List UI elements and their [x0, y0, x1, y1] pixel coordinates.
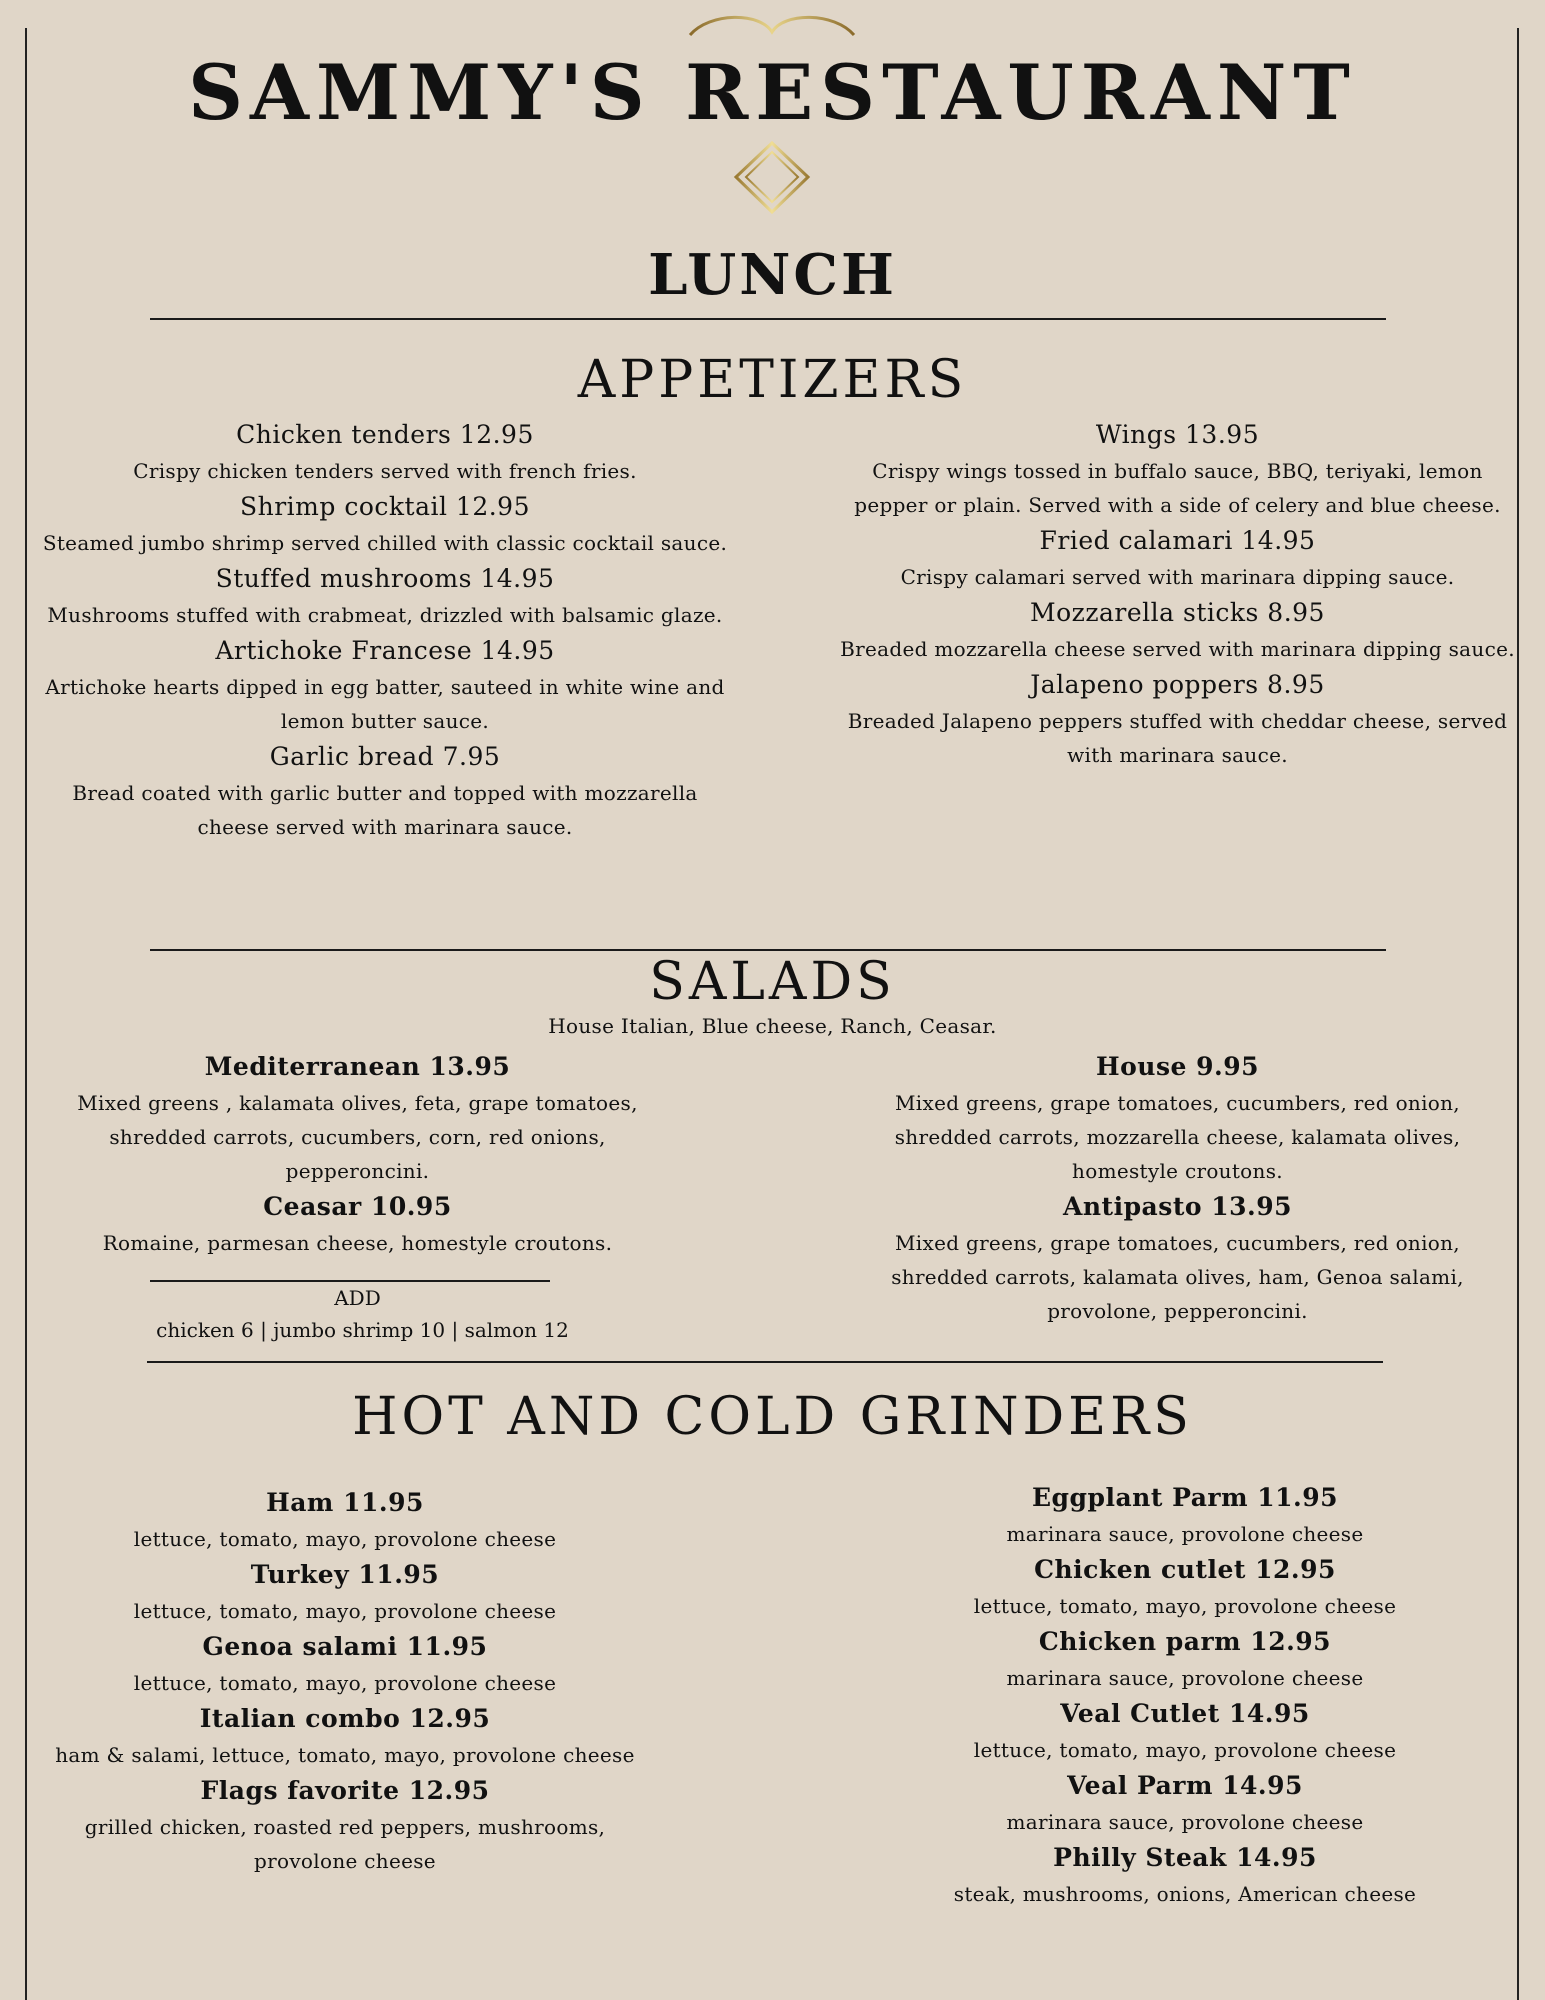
menu-item — [840, 416, 1515, 522]
menu-item — [900, 1551, 1470, 1623]
item-description: Mushrooms stuffed with crabmeat, drizzled with balsamic glaze. — [47, 603, 723, 627]
item-name: Italian combo 12.95 — [199, 1704, 491, 1733]
item-name: Veal Cutlet 14.95 — [1060, 1699, 1310, 1728]
item-description: Breaded Jalapeno peppers stuffed with cheddar cheese, served with marinara sauce. — [847, 709, 1508, 767]
menu-item — [860, 1188, 1495, 1328]
salads-heading: SALADS — [649, 952, 896, 1012]
item-description: ham & salami, lettuce, tomato, mayo, provolone cheese — [55, 1743, 635, 1767]
grinders-left-column — [40, 1484, 650, 1878]
menu-item — [860, 1048, 1495, 1188]
item-name: Turkey 11.95 — [250, 1560, 440, 1589]
menu-item — [40, 632, 730, 738]
item-description: marinara sauce, provolone cheese — [1006, 1810, 1364, 1834]
item-name: Chicken parm 12.95 — [1038, 1627, 1332, 1656]
menu-item — [40, 1188, 675, 1260]
divider-rule — [150, 949, 1386, 951]
menu-item — [900, 1767, 1470, 1839]
grinders-heading: HOT AND COLD GRINDERS — [352, 1387, 1193, 1447]
item-description: lettuce, tomato, mayo, provolone cheese — [133, 1527, 557, 1551]
item-description: Romaine, parmesan cheese, homestyle croutons. — [102, 1231, 613, 1255]
item-description: Bread coated with garlic butter and topped with mozzarella cheese served with marinara sauce. — [72, 781, 698, 839]
item-name: Mozzarella sticks 8.95 — [1030, 598, 1325, 627]
menu-item — [900, 1479, 1470, 1551]
menu-item — [900, 1695, 1470, 1767]
add-label: ADD — [334, 1286, 381, 1310]
item-name: Garlic bread 7.95 — [269, 742, 501, 771]
item-description: Crispy chicken tenders served with french fries. — [133, 459, 637, 483]
item-name: Chicken tenders 12.95 — [236, 420, 534, 449]
item-description: Breaded mozzarella cheese served with marinara dipping sauce. — [840, 637, 1515, 661]
item-description: marinara sauce, provolone cheese — [1006, 1522, 1364, 1546]
item-name: Jalapeno poppers 8.95 — [1030, 670, 1325, 699]
item-name: House 9.95 — [1095, 1052, 1260, 1081]
top-gold-ornament — [0, 10, 1545, 50]
menu-item — [40, 1484, 650, 1556]
grinders-right-column — [900, 1479, 1470, 1911]
menu-item — [840, 522, 1515, 594]
item-description: lettuce, tomato, mayo, provolone cheese — [133, 1671, 557, 1695]
menu-item — [40, 416, 730, 488]
item-name: Ceasar 10.95 — [263, 1192, 452, 1221]
restaurant-title: SAMMY'S RESTAURANT — [188, 48, 1357, 137]
item-name: Fried calamari 14.95 — [1039, 526, 1316, 555]
item-name: Eggplant Parm 11.95 — [1031, 1483, 1339, 1512]
menu-item — [40, 488, 730, 560]
item-name: Mediterranean 13.95 — [204, 1052, 511, 1081]
menu-item — [900, 1839, 1470, 1911]
item-description: lettuce, tomato, mayo, provolone cheese — [973, 1738, 1397, 1762]
item-description: Crispy calamari served with marinara dipping sauce. — [900, 565, 1455, 589]
item-name: Artichoke Francese 14.95 — [215, 636, 555, 665]
menu-item — [40, 1700, 650, 1772]
item-description: Mixed greens, grape tomatoes, cucumbers, red onion, shredded carrots, kalamata olives, ham, Genoa salami, provolone, pepperoncini. — [891, 1231, 1464, 1323]
item-description: grilled chicken, roasted red peppers, mushrooms, provolone cheese — [84, 1815, 606, 1873]
item-name: Ham 11.95 — [266, 1488, 424, 1517]
menu-item — [40, 1628, 650, 1700]
appetizers-heading: APPETIZERS — [577, 350, 968, 410]
item-description: Mixed greens , kalamata olives, feta, grape tomatoes, shredded carrots, cucumbers, corn, red onions, pepperoncini. — [77, 1091, 638, 1183]
salad-dressings: House Italian, Blue cheese, Ranch, Ceasar. — [548, 1014, 997, 1038]
item-name: Wings 13.95 — [1095, 420, 1260, 449]
menu-item — [40, 560, 730, 632]
item-name: Shrimp cocktail 12.95 — [240, 492, 530, 521]
item-name: Antipasto 13.95 — [1062, 1192, 1293, 1221]
item-name: Stuffed mushrooms 14.95 — [215, 564, 555, 593]
item-description: Artichoke hearts dipped in egg batter, sauteed in white wine and lemon butter sauce. — [45, 675, 725, 733]
appetizers-left-column — [40, 416, 730, 844]
item-description: lettuce, tomato, mayo, provolone cheese — [133, 1599, 557, 1623]
meal-heading: LUNCH — [648, 242, 897, 308]
salads-left-column — [40, 1048, 675, 1260]
add-options: chicken 6 | jumbo shrimp 10 | salmon 12 — [156, 1318, 569, 1342]
menu-item — [900, 1623, 1470, 1695]
item-name: Veal Parm 14.95 — [1067, 1771, 1303, 1800]
menu-item — [40, 1772, 650, 1878]
diamond-gold-ornament — [0, 140, 1545, 220]
menu-item — [40, 1048, 675, 1188]
item-name: Flags favorite 12.95 — [200, 1776, 490, 1805]
divider-rule — [147, 1361, 1383, 1363]
item-description: marinara sauce, provolone cheese — [1006, 1666, 1364, 1690]
divider-rule — [150, 318, 1386, 320]
salads-right-column — [860, 1048, 1495, 1328]
item-description: steak, mushrooms, onions, American cheese — [953, 1882, 1417, 1906]
item-description: Crispy wings tossed in buffalo sauce, BBQ, teriyaki, lemon pepper or plain. Served with a side of celery and blue cheese. — [854, 459, 1501, 517]
item-name: Genoa salami 11.95 — [202, 1632, 488, 1661]
menu-item — [40, 1556, 650, 1628]
item-description: lettuce, tomato, mayo, provolone cheese — [973, 1594, 1397, 1618]
appetizers-right-column — [840, 416, 1515, 772]
item-name: Chicken cutlet 12.95 — [1034, 1555, 1336, 1584]
menu-item — [840, 666, 1515, 772]
item-description: Steamed jumbo shrimp served chilled with classic cocktail sauce. — [42, 531, 728, 555]
menu-item — [40, 738, 730, 844]
menu-item — [840, 594, 1515, 666]
item-description: Mixed greens, grape tomatoes, cucumbers, red onion, shredded carrots, mozzarella cheese, kalamata olives, homestyle croutons. — [894, 1091, 1461, 1183]
item-name: Philly Steak 14.95 — [1053, 1843, 1317, 1872]
